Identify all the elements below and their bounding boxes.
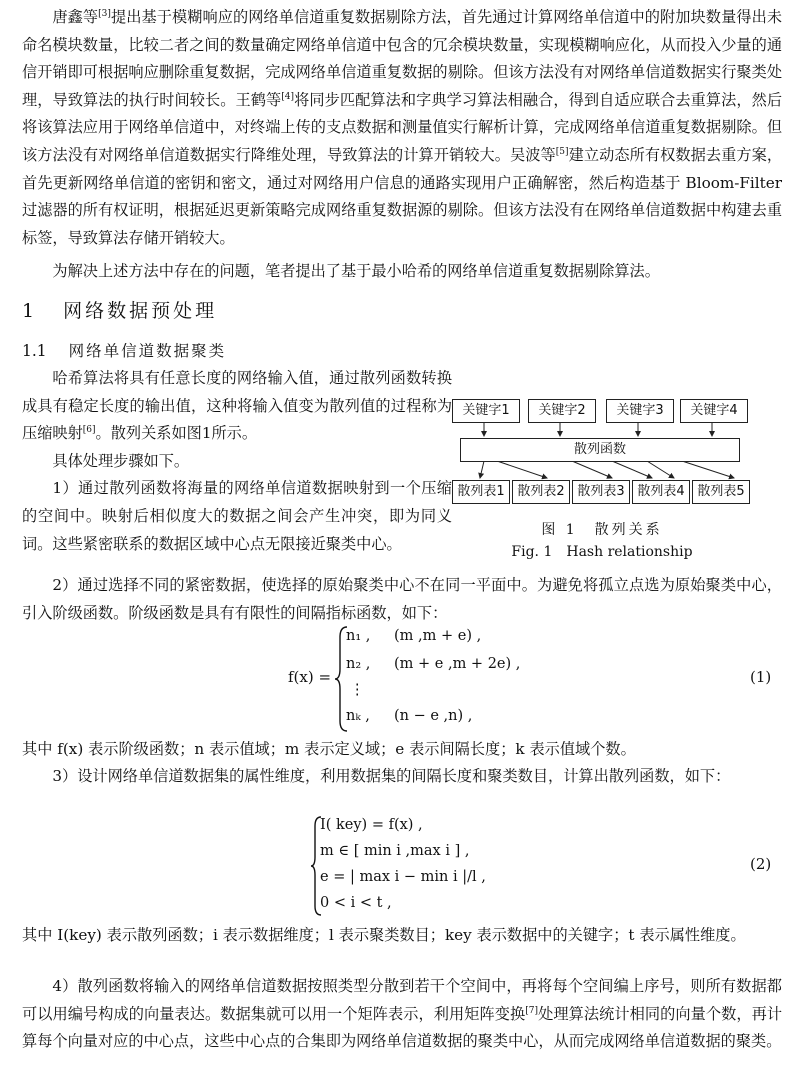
paragraph-step-2: 2）通过选择不同的紧密数据，使选择的原始聚类中心不在同一平面中。为避免将孤立点选为原始聚类中心，引入阶级函数。阶级函数是具有有限性的间隔指标函数，如下：	[22, 576, 782, 622]
section-heading-1: 1 网络数据预处理	[22, 300, 218, 322]
key-box-1: 关键字1	[452, 399, 520, 423]
paragraph-eq1-legend: 其中 f(x) 表示阶级函数；n 表示值域；m 表示定义域；e 表示间隔长度；k 表示值域个数。	[22, 740, 636, 758]
hash-table-box-5: 散列表5	[692, 480, 750, 504]
paragraph-related-work: 唐鑫等[3]提出基于模糊响应的网络单信道重复数据剔除方法，首先通过计算网络单信道中的附加块数量得出未命名模块数量，比较二者之间的数量确定网络单信道中包含的冗余模块数量，实现模糊响应化，从而投入少量的通信开销即可根据响应删除重复数据，完成网络单信道重复数据的剔除。但该方法没有对网络单信道数据实行聚类处理，导致算法的执行时间较长。王鹤等[4]将同步匹配算法和字典学习算法相融合，得到自适应联合去重算法，然后将该算法应用于网络单信道中，对终端上传的支点数据和测量值实行解析计算，完成网络单信道重复数据剔除。但该方法没有对网络单信道数据实行降维处理，导致算法的计算开销较大。吴波等[5]建立动态所有权数据去重方案，首先更新网络单信道的密钥和密文，通过对网络用户信息的通路实现用户正确解密，然后构造基于 Bloom-Filter 过滤器的所有权证明，根据延迟更新策略完成网络重复数据源的剔除。但该方法没有在网络单信道数据中构建去重标签，导致算法存储开销较大。	[22, 8, 783, 247]
paragraph-step-1: 1）通过散列函数将海量的网络单信道数据映射到一个压缩的空间中。映射后相似度大的数据之间会产生冲突，即为同义词。这些紧密联系的数据区域中心点无限接近聚类中心。	[22, 479, 452, 553]
equation-2-label: (2)	[750, 855, 772, 873]
equation-2-row-4: 0 < i < t ,	[320, 895, 392, 911]
paragraph-step-4: 4）散列函数将输入的网络单信道数据按照类型分散到若干个空间中，再将每个空间编上序号，则所有数据都可以用编号构成的向量表达。数据集就可以用一个矩阵表示，利用矩阵变换[7]处理算法统计相同的向量个数，再计算每个向量对应的中心点，这些中心点的合集即为网络单信道数据的聚类中心，从而完成网络单信道数据的聚类。	[22, 977, 782, 1051]
hash-table-box-2: 散列表2	[512, 480, 570, 504]
paragraph-step-3: 3）设计网络单信道数据集的属性维度，利用数据集的间隔长度和聚类数目，计算出散列函数，如下：	[52, 767, 731, 785]
equation-2-row-1: I( key) = f(x) ,	[320, 817, 423, 833]
citation-7: [7]	[525, 1005, 538, 1016]
figure-hash-relationship	[452, 393, 752, 563]
citation-5: [5]	[555, 146, 569, 157]
equation-1-lhs: f(x) =	[288, 668, 332, 686]
section-heading-1-1: 1.1 网络单信道数据聚类	[22, 342, 227, 360]
figure-caption-cn: 图 1 散列关系	[541, 522, 663, 538]
paragraph-proposal: 为解决上述方法中存在的问题，笔者提出了基于最小哈希的网络单信道重复数据剔除算法。	[52, 262, 660, 280]
hash-function-box: 散列函数	[460, 438, 740, 462]
citation-3: [3]	[98, 8, 111, 19]
equation-2-row-3: e = | max i − min i |/l ,	[320, 869, 486, 885]
hash-table-box-4: 散列表4	[632, 480, 690, 504]
hash-table-box-3: 散列表3	[572, 480, 630, 504]
equation-1-label: (1)	[750, 668, 772, 686]
citation-4: [4]	[281, 91, 294, 102]
key-box-3: 关键字3	[606, 399, 674, 423]
paragraph-hash-intro-text: 哈希算法将具有任意长度的网络输入值，通过散列函数转换成具有稳定长度的输出值，这种将输入值变为散列值的过程称为压缩映射[6]。散列关系如图1所示。 具体处理步骤如下。 1）通过散列函数将海量的网络单信道数据映射到一个压缩的空间中。映射后相似度大的数据之间会产生冲突，即为同义词。这些紧密联系的数据区域中心点无限接近聚类中心。	[22, 365, 782, 594]
equation-1-row-4: nₖ , (n − e ,n) ,	[346, 708, 473, 724]
citation-6: [6]	[82, 425, 96, 436]
paragraph-eq2-legend: 其中 I(key) 表示散列函数；i 表示数据维度；l 表示聚类数目；key 表示数据中的关键字；t 表示属性维度。	[22, 926, 746, 944]
key-box-2: 关键字2	[528, 399, 596, 423]
equation-1-row-1: n₁ , (m ,m + e) ,	[346, 628, 482, 644]
paragraph-steps-intro: 具体处理步骤如下。	[52, 451, 190, 470]
equation-1-row-2: n₂ , (m + e ,m + 2e) ,	[346, 656, 521, 672]
hash-table-box-1: 散列表1	[452, 480, 510, 504]
key-box-4: 关键字4	[680, 399, 748, 423]
figure-caption-en: Fig. 1 Hash relationship	[511, 544, 693, 560]
equation-2-row-2: m ∈ [ min i ,max i ] ,	[320, 843, 470, 859]
equation-1-row-3: ⋮	[350, 682, 365, 698]
